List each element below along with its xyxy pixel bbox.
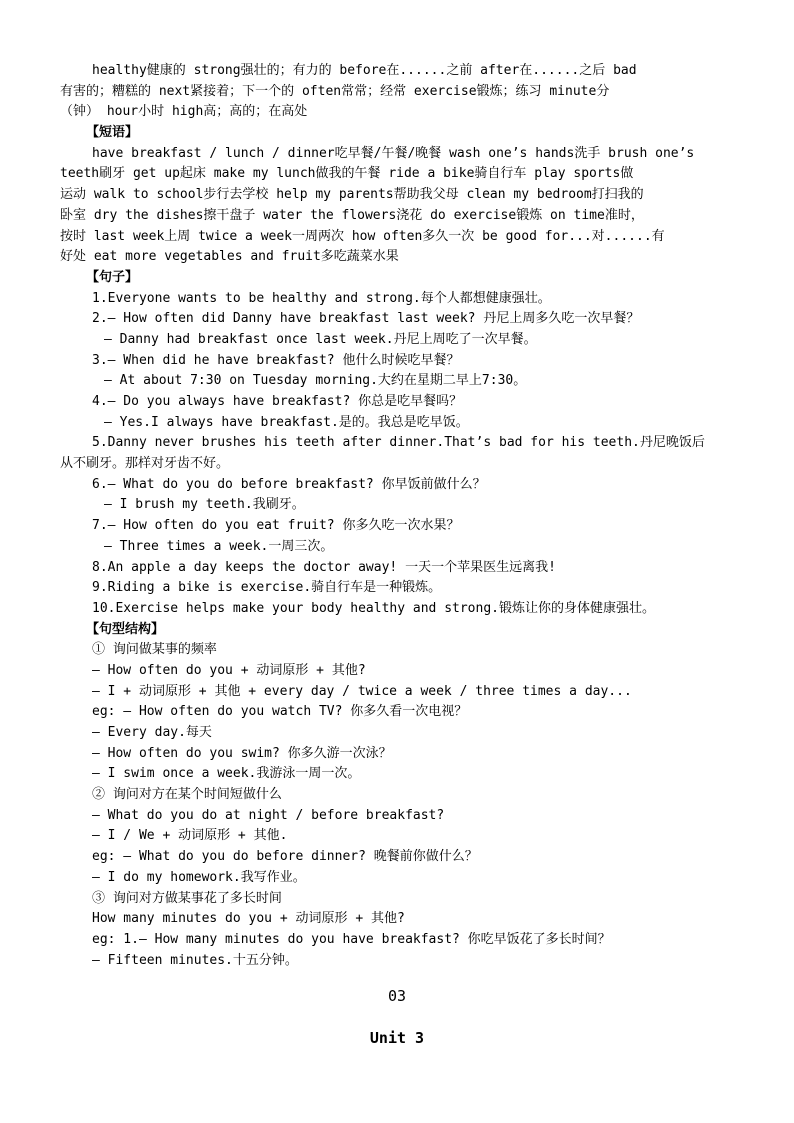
phrases-section [60, 144, 750, 268]
sentence-line: 从不刷牙。那样对牙齿不好。 [60, 456, 230, 472]
structure-line: ② 询问对方在某个时间短做什么 [92, 787, 282, 803]
phrase-line: 卧室 dry the dishes擦干盘子 water the flowers浇花 do exercise锻炼 on time准时， [60, 207, 644, 223]
structure-line: — I do my homework.我写作业。 [92, 869, 306, 885]
phrase-line: have breakfast / lunch / dinner吃早餐/午餐/晚餐 wash one’s hands洗手 brush one’s [92, 145, 695, 161]
structure-line: eg: — What do you do before dinner? 晚餐前你做什么？ [92, 849, 478, 865]
structure-line: — How often do you swim? 你多久游一次泳？ [92, 745, 392, 761]
phrases-heading: 【短语】 [86, 125, 139, 141]
document-body [60, 61, 750, 971]
vocab-line: healthy健康的 strong强壮的；有力的 before在......之前 after在......之后 bad [92, 63, 637, 78]
structure-line: — Fifteen minutes.十五分钟。 [92, 952, 298, 968]
sentence-line: 7.— How often do you eat fruit? 你多久吃一次水果？ [92, 518, 460, 534]
structure-line: — I swim once a week.我游泳一周一次。 [92, 766, 361, 782]
page-number: 03 [387, 987, 407, 1005]
structure-line: — Every day.每天 [92, 725, 212, 740]
sentence-line: 3.— When did he have breakfast? 他什么时候吃早餐？ [92, 352, 460, 368]
sentence-line: 6.— What do you do before breakfast? 你早饭前做什么？ [92, 476, 486, 492]
sentence-line: 5.Danny never brushes his teeth after dinner.That’s bad for his teeth.丹尼晚饭后 [92, 435, 705, 451]
structure-line: eg: — How often do you watch TV? 你多久看一次电视？ [92, 704, 468, 720]
sentence-line: 9.Riding a bike is exercise.骑自行车是一种锻炼。 [92, 580, 442, 596]
structure-line: — What do you do at night / before breakfast? [92, 807, 445, 823]
structure-line: ① 询问做某事的频率 [92, 642, 217, 658]
sentence-line: — At about 7:30 on Tuesday morning.大约在星期二早上7:30。 [104, 373, 527, 389]
structures-heading: 【句型结构】 [86, 621, 165, 637]
phrase-line: 按时 last week上周 twice a week一周两次 how often多久一次 be good for...对......有 [60, 228, 665, 244]
vocab-line: 有害的；糟糕的 next紧接着；下一个的 often常常；经常 exercise锻炼；练习 minute分 [60, 83, 610, 99]
phrase-line: teeth刷牙 get up起床 make my lunch做我的午餐 ride a bike骑自行车 play sports做 [60, 166, 634, 182]
structure-line: — How often do you + 动词原形 + 其他? [92, 662, 366, 678]
phrase-line: 好处 eat more vegetables and fruit多吃蔬菜水果 [60, 249, 399, 265]
sentences-section [60, 289, 750, 620]
sentence-line: 8.An apple a day keeps the doctor away! 一天一个苹果医生远离我! [92, 559, 556, 575]
unit-title: Unit 3 [369, 1029, 425, 1047]
sentence-line: 4.— Do you always have breakfast? 你总是吃早餐吗？ [92, 394, 463, 409]
sentence-line: 1.Everyone wants to be healthy and strong.每个人都想健康强壮。 [92, 290, 551, 306]
vocab-line: （钟） hour小时 high高；高的；在高处 [60, 104, 308, 120]
structures-section [60, 640, 750, 971]
phrase-line: 运动 walk to school步行去学校 help my parents帮助我父母 clean my bedroom打扫我的 [60, 187, 644, 203]
sentences-heading: 【句子】 [86, 269, 139, 285]
sentence-line: 2.— How often did Danny have breakfast last week? 丹尼上周多久吃一次早餐？ [92, 311, 640, 327]
sentence-line: — Three times a week.一周三次。 [104, 538, 334, 554]
sentence-line: — Danny had breakfast once last week.丹尼上周吃了一次早餐。 [104, 331, 537, 347]
structure-line: eg: 1.— How many minutes do you have breakfast? 你吃早饭花了多长时间？ [92, 931, 611, 947]
sentence-line: — Yes.I always have breakfast.是的。我总是吃早饭。 [104, 414, 469, 430]
structure-line: — I / We + 动词原形 + 其他. [92, 828, 288, 844]
sentence-line: 10.Exercise helps make your body healthy and strong.锻炼让你的身体健康强壮。 [92, 600, 655, 616]
structure-line: — I + 动词原形 + 其他 + every day / twice a week / three times a day... [92, 683, 632, 699]
sentence-line: — I brush my teeth.我刷牙。 [104, 497, 305, 513]
vocabulary-section [60, 61, 750, 123]
structure-line: How many minutes do you + 动词原形 + 其他? [92, 911, 405, 927]
structure-line: ③ 询问对方做某事花了多长时间 [92, 890, 282, 906]
